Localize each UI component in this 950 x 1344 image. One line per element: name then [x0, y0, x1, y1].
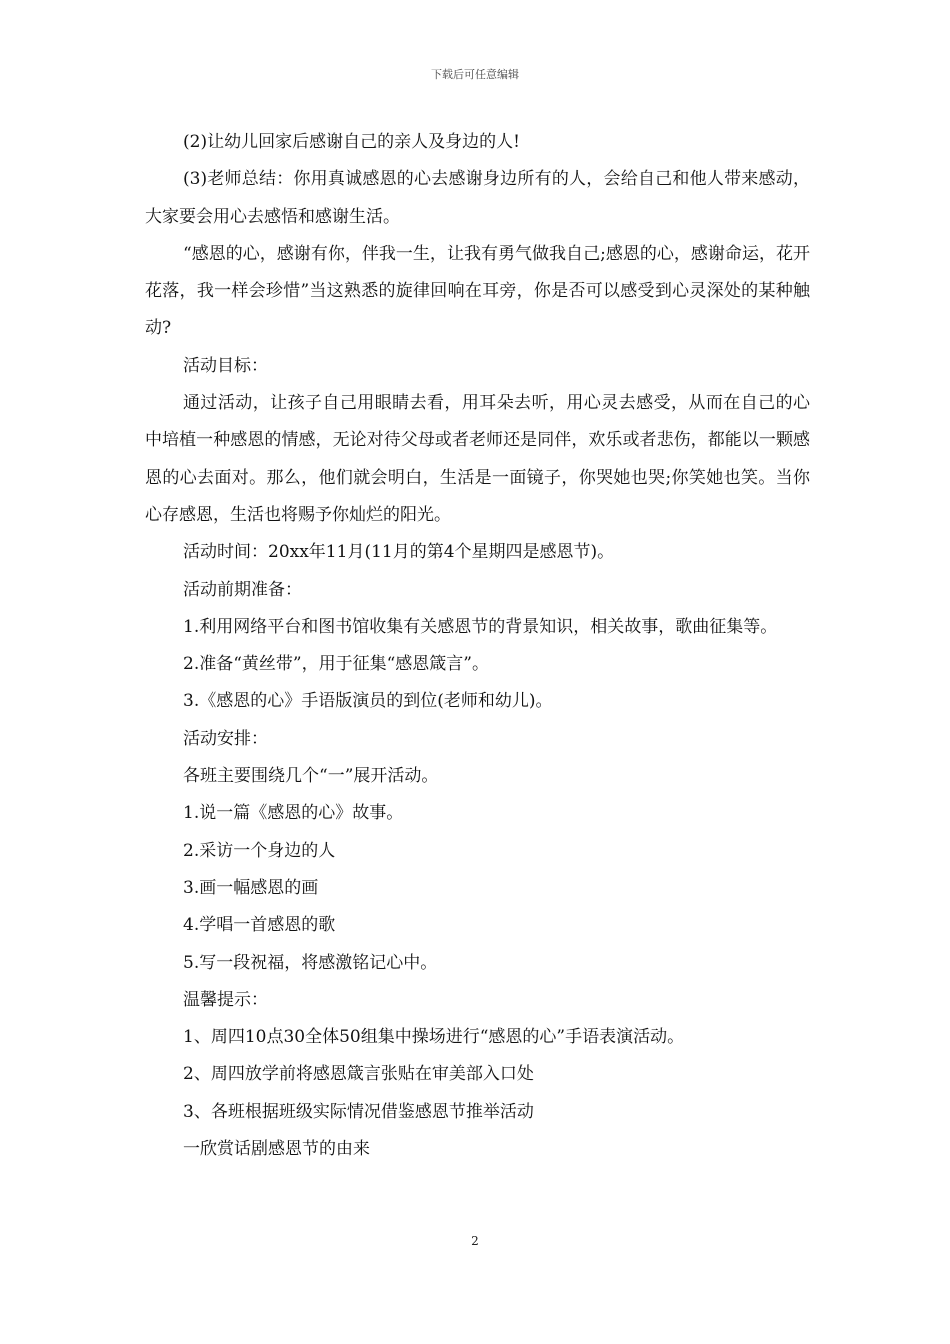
- section-heading-goal: 活动目标：: [183, 355, 268, 376]
- paragraph: “感恩的心，感谢有你，伴我一生，让我有勇气做我自己;感恩的心，感谢命运，花开花落，我一样会珍惜”当这熟悉的旋律回响在耳旁，你是否可以感受到心灵深处的某种触动?: [145, 243, 810, 339]
- section-heading-tips: 温馨提示：: [183, 989, 268, 1010]
- list-item: 2.准备“黄丝带”，用于征集“感恩箴言”。: [183, 654, 489, 675]
- paragraph: (2)让幼儿回家后感谢自己的亲人及身边的人!: [183, 132, 520, 152]
- list-item: 3、各班根据班级实际情况借鉴感恩节推举活动: [183, 1101, 534, 1122]
- list-item: 1.说一篇《感恩的心》故事。: [183, 803, 404, 824]
- paragraph: 一欣赏话剧感恩节的由来: [183, 1139, 370, 1160]
- list-item: 1、周四10点30全体50组集中操场进行“感恩的心”手语表演活动。: [183, 1027, 685, 1048]
- document-body: [145, 124, 810, 1168]
- paragraph: 各班主要围绕几个“一”展开活动。: [183, 766, 439, 787]
- paragraph: (3)老师总结：你用真诚感恩的心去感谢身边所有的人，会给自己和他人带来感动，大家要会用心去感悟和感谢生活。: [145, 169, 810, 227]
- list-item: 1.利用网络平台和图书馆收集有关感恩节的背景知识，相关故事，歌曲征集等。: [183, 616, 778, 637]
- list-item: 3.《感恩的心》手语版演员的到位(老师和幼儿)。: [183, 691, 553, 712]
- list-item: 2、周四放学前将感恩箴言张贴在审美部入口处: [183, 1064, 534, 1085]
- section-heading-arrangement: 活动安排：: [183, 728, 268, 749]
- list-item: 2.采访一个身边的人: [183, 840, 336, 861]
- page-header-note: 下载后可任意编辑: [431, 68, 519, 81]
- list-item: 5.写一段祝福，将感激铭记心中。: [183, 952, 438, 973]
- paragraph: 通过活动，让孩子自己用眼睛去看，用耳朵去听，用心灵去感受，从而在自己的心中培植一种感恩的情感，无论对待父母或者老师还是同伴，欢乐或者悲伤，都能以一颗感恩的心去面对。那么，他们就会明白，生活是一面镜子，你哭她也哭;你笑她也笑。当你心存感恩，生活也将赐予你灿烂的阳光。: [145, 393, 810, 525]
- list-item: 4.学唱一首感恩的歌: [183, 915, 336, 936]
- section-heading-preparation: 活动前期准备：: [183, 579, 302, 600]
- activity-time: 活动时间：20xx年11月(11月的第4个星期四是感恩节)。: [183, 542, 615, 563]
- page-number: 2: [471, 1234, 479, 1248]
- list-item: 3.画一幅感恩的画: [183, 877, 319, 898]
